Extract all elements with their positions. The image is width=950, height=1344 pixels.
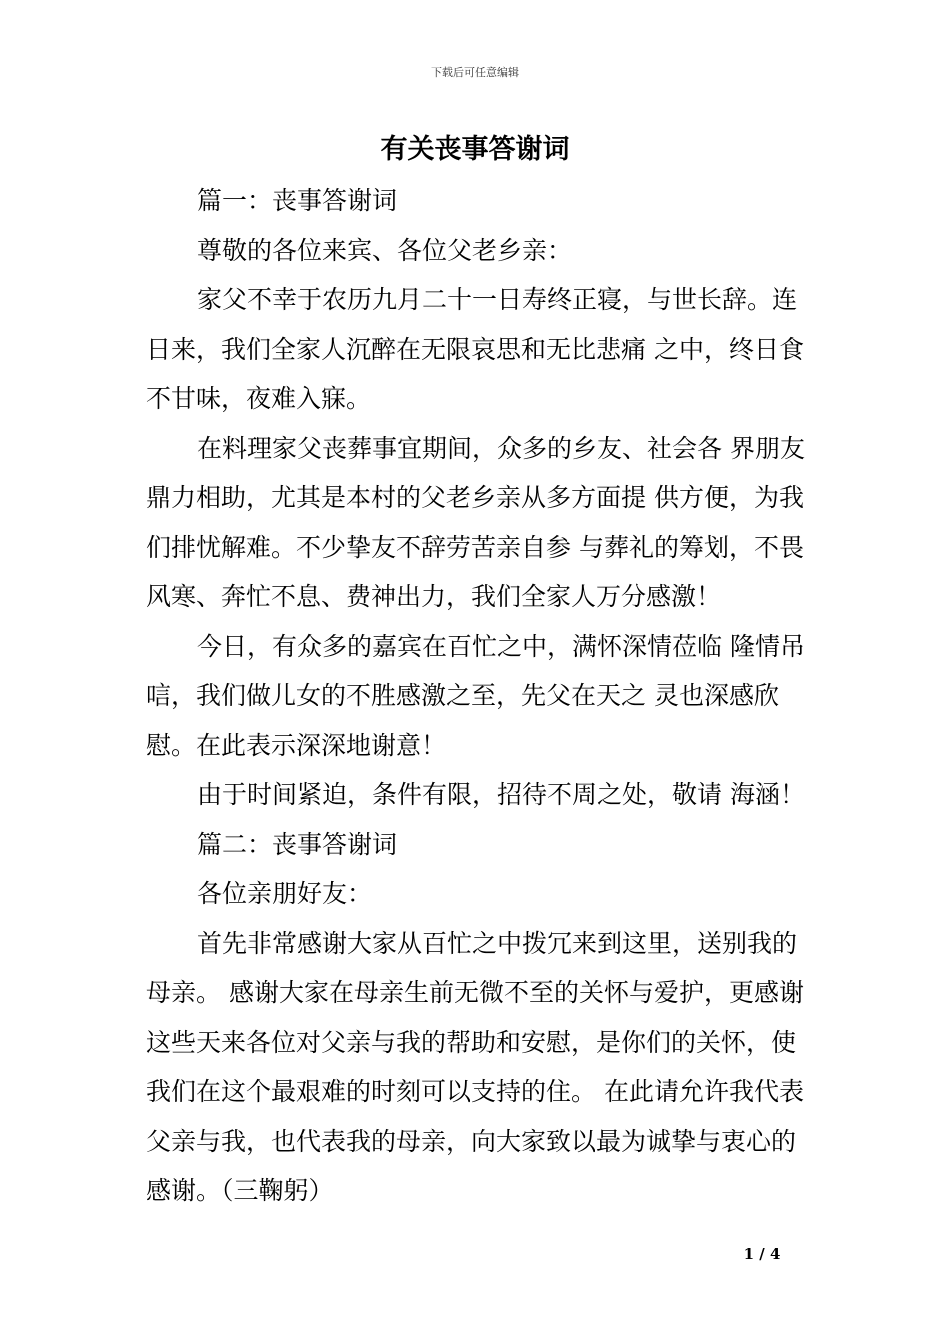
section-heading-1: 篇一：丧事答谢词 [197, 186, 398, 215]
salutation-2: 各位亲朋好友： [197, 879, 373, 908]
body-paragraph: 由于时间紧迫，条件有限，招待不周之处，敬请 海涵！ [197, 780, 805, 809]
page-number: 1 / 4 [743, 1245, 781, 1263]
body-paragraph: 在料理家父丧葬事宜期间，众多的乡友、社会各 界朋友鼎力相助，尤其是本村的父老乡亲从多方面提 供方便，为我们排忧解难。不少挚友不辞劳苦亲自参 与葬礼的筹划，不畏风寒、奔忙不息、费神出力，我们全家人万分感激！ [146, 433, 805, 611]
page-header-note: 下载后可任意编辑 [431, 66, 519, 79]
document-title: 有关丧事答谢词 [380, 134, 570, 165]
section-heading-2: 篇二：丧事答谢词 [197, 829, 398, 859]
body-paragraph: 今日，有众多的嘉宾在百忙之中，满怀深情莅临 隆情吊唁，我们做儿女的不胜感激之至，先父在天之 灵也深感欣慰。在此表示深深地谢意！ [146, 631, 805, 760]
body-paragraph: 家父不幸于农历九月二十一日寿终正寝，与世长辞。连日来，我们全家人沉醉在无限哀思和无比悲痛 之中，终日食不甘味，夜难入寐。 [146, 285, 804, 413]
body-paragraph: 首先非常感谢大家从百忙之中拨冗来到这里，送别我的母亲。 感谢大家在母亲生前无微不至的关怀与爱护，更感谢这些天来各位对父亲与我的帮助和安慰，是你们的关怀，使我们在这个最艰难的时刻可以支持的住。 在此请允许我代表父亲与我，也代表我的母亲，向大家致以最为诚挚与衷心的感谢。（三鞠躬） [146, 928, 804, 1205]
salutation-1: 尊敬的各位来宾、各位父老乡亲： [197, 235, 573, 265]
document-body [146, 176, 818, 1216]
